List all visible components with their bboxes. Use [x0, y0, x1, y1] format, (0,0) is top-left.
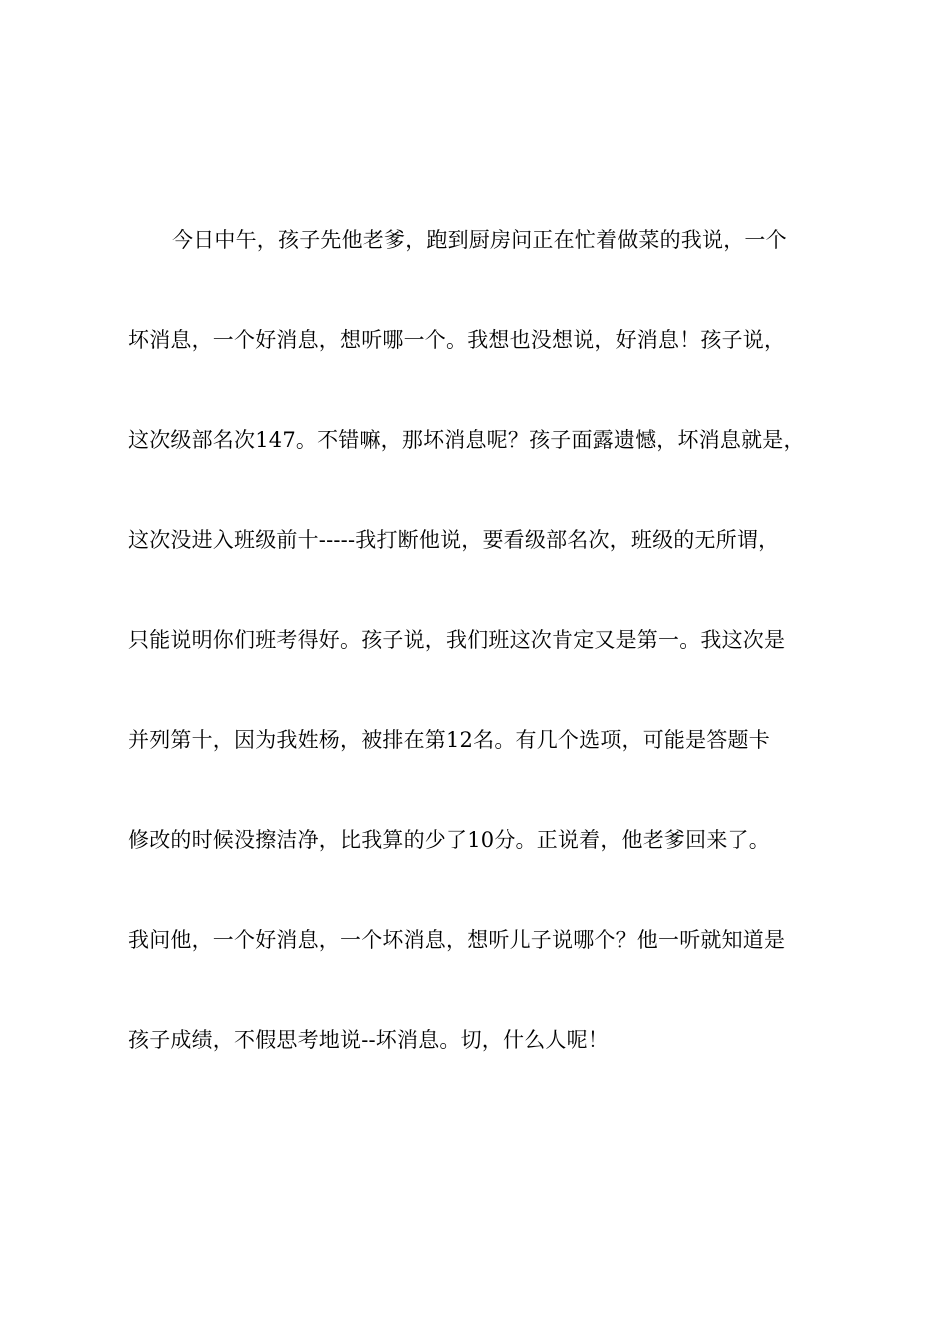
- paragraph-line-6: 并列第十，因为我姓杨，被排在第12名。有几个选项，可能是答题卡: [128, 728, 770, 752]
- paragraph-line-3: 这次级部名次147。不错嘛，那坏消息呢？孩子面露遗憾，坏消息就是，: [128, 428, 805, 452]
- paragraph-line-7: 修改的时候没擦洁净，比我算的少了10分。正说着，他老爹回来了。: [128, 828, 770, 852]
- paragraph-line-1: 今日中午，孩子先他老爹，跑到厨房问正在忙着做菜的我说，一个: [172, 228, 787, 252]
- paragraph-line-9: 孩子成绩，不假思考地说--坏消息。切，什么人呢！: [128, 1028, 609, 1052]
- paragraph-line-8: 我问他，一个好消息，一个坏消息，想听儿子说哪个？他一听就知道是: [128, 928, 786, 952]
- paragraph-line-2: 坏消息，一个好消息，想听哪一个。我想也没想说，好消息！孩子说，: [128, 328, 786, 352]
- paragraph-line-5: 只能说明你们班考得好。孩子说，我们班这次肯定又是第一。我这次是: [128, 628, 786, 652]
- paragraph-line-4: 这次没进入班级前十-----我打断他说，要看级部名次，班级的无所谓，: [128, 528, 780, 552]
